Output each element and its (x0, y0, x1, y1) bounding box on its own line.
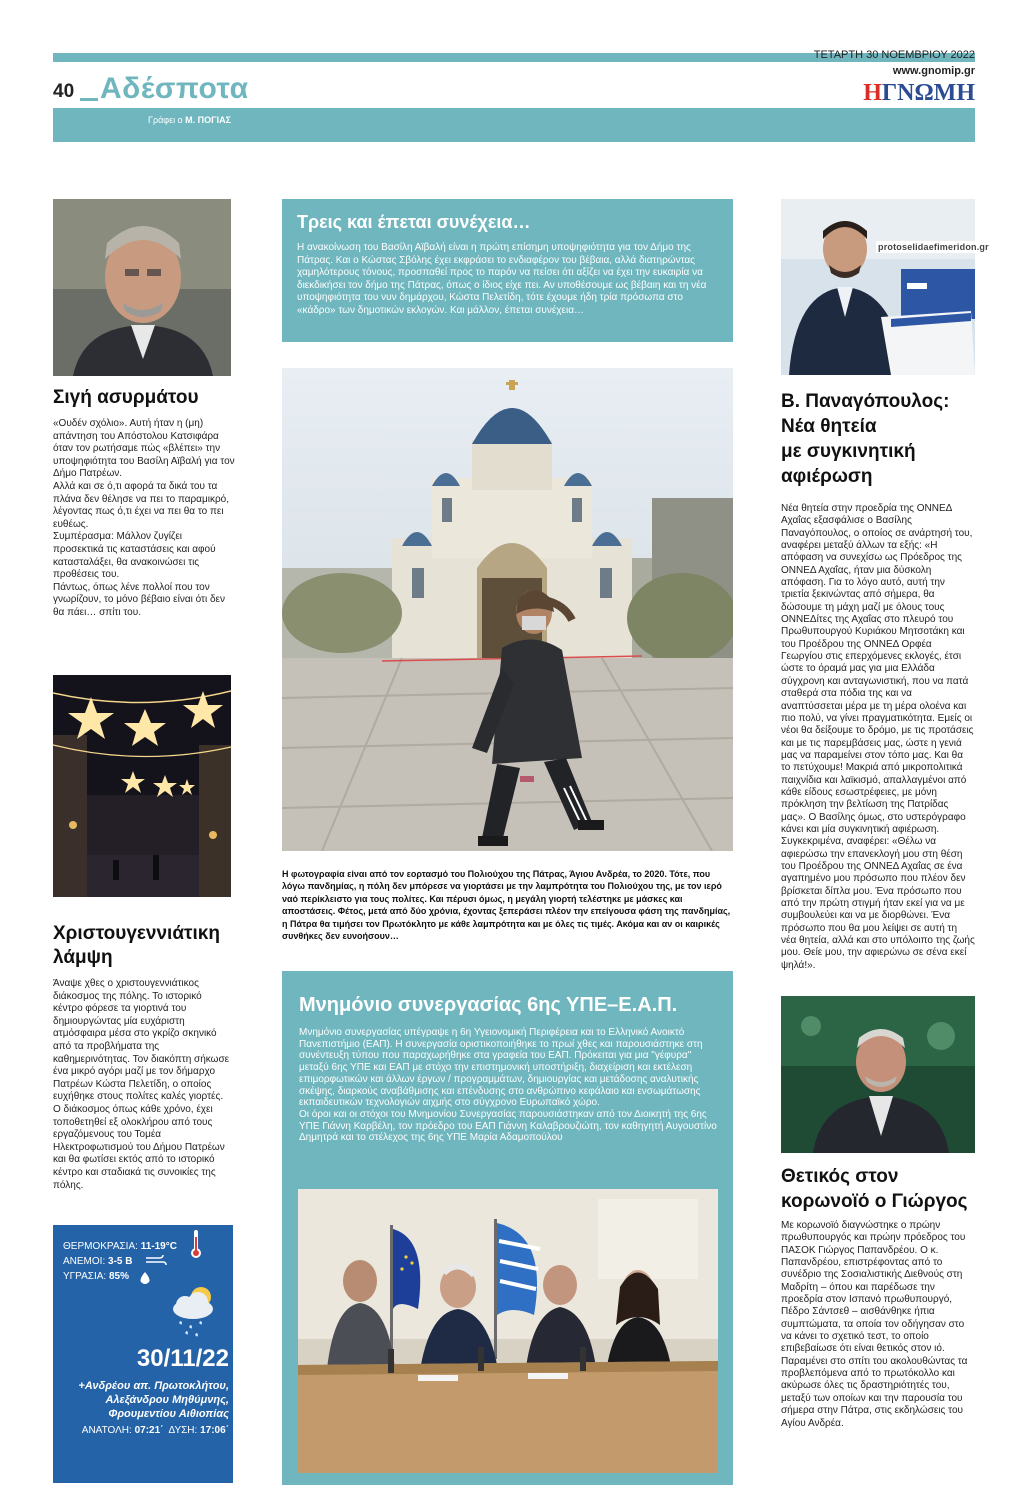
headline-line: Β. Παναγόπουλος: (781, 391, 950, 412)
sunrise-label: ΑΝΑΤΟΛΗ: (81, 1425, 132, 1436)
temp-unit: °C (165, 1241, 177, 1252)
author-name: Μ. ΠΟΓΙΑΣ (185, 115, 231, 125)
paragraph: «Ουδέν σχόλιο». Αυτή ήταν η (μη) απάντηση του Απόστολου Κατσιφάρα όταν τον ρωτήσαμε πώς «βλέπει» την υποψηφιότητα του Βασίλη Αϊβαλή για τον Δήμο Πατρέων. (53, 418, 235, 480)
sunset-value: 17:06΄ (200, 1425, 229, 1436)
signing-ceremony-photo (298, 1189, 718, 1473)
headline-line: αφιέρωση (781, 466, 873, 487)
portrait-photo-panagopoulos (781, 199, 975, 375)
paragraph: Μνημόνιο συνεργασίας υπέγραψε η 6η Υγειονομική Περιφέρεια και το Ελληνικό Ανοικτό Πανεπιστήμιο (ΕΑΠ). Η συνεργασία οριστικοποιήθηκε το πρωί χθες και παρουσιάστηκε στη συνέντευξη τύπου που παραχωρήθηκε στα γραφεία του ΕΑΠ. Πρόκειται για μια "γέφυρα" μεταξύ 6ης ΥΠΕ και ΕΑΠ με στόχο την επιστημονική υποστήριξη, διαχείριση και εκτέλεση επιμορφωτικών και άλλων έργων / προγραμμάτων, δημιουργίας και μετάδοσης αναλυτικής σκέψης, διαρκούς αναβάθμισης και επένδυσης στο ανθρώπινο κεφάλαιο και ενσωμάτωσης εκπαιδευτικών τεχνολογιών αιχμής στο σύγχρονο Ευρωπαϊκό χώρο. (299, 1027, 703, 1109)
wind-label: ΑΝΕΜΟΙ: (63, 1256, 106, 1267)
article-sigi-asyrmatou (53, 418, 235, 620)
temp-value: 11-19 (140, 1241, 166, 1252)
agios-andreas-church-photo (282, 368, 733, 851)
section-title: Αδέσποτα (100, 72, 249, 105)
weather-humidity (63, 1271, 129, 1283)
paragraph: Οι όροι και οι στόχοι του Μνημονίου Συνεργασίας παρουσιάστηκαν από τον Διοικητή της 6ης ΥΠΕ Γιάννη Καρβέλη, τον πρόεδρο του ΕΑΠ Γιάννη Καλαβρουζιώτη, τον καθηγητή Αυγουστίνο Δημητρά και το στέλεχος της 6ης ΥΠΕ Μαρία Αδαμοπούλου (299, 1108, 717, 1144)
box-title: Τρεις και έπεται συνέχεια… (297, 212, 531, 232)
box-body: Η ανακοίνωση του Βασίλη Αϊβαλή είναι η πρώτη επίσημη υποψηφιότητα για τον Δήμο της Πάτρας. Και ο Κώστας Σβόλης έχει εκφράσει το ενδιαφέρον του βέβαια, αλλά διατηρώντας χαμηλότερους τόνους, προσπαθεί προς το παρόν να πείσει ότι αξίζει να έχει την ευκαιρία να διεκδικήσει τον δήμο της Πάτρας, όπως ο ίδιος είχε πει. Αν υποθέσουμε ως βέβαιη και τη νέα υποψηφιότητα του νυν δημάρχου, Κώστα Πελετίδη, τότε έχουμε ήδη τρία πρόσωπα στο «κάδρο» των δημοτικών εκλογών. Και μάλλον, έπεται συνέχεια… (297, 242, 707, 316)
weather-temperature (63, 1241, 177, 1253)
headline-christmas-glow: Χριστουγεννιάτικη λάμψη (53, 923, 220, 968)
portrait-photo-katsifaras (53, 199, 231, 376)
author-byline (148, 114, 231, 126)
weather-wind (63, 1256, 132, 1268)
article-panagopoulos: Νέα θητεία στην προεδρία της ΟΝΝΕΔ Αχαΐας εξασφάλισε ο Βασίλης Παναγόπουλος, ο οποίος σε ανάρτησή του, αναφέρει μεταξύ άλλων τα εξής: «Η απόφαση να συνεχίσω ως Πρόεδρος της ΟΝΝΕΔ Αχαΐας, ήταν μια δύσκολη απόφαση. Για το λόγο αυτό, αυτή την τριετία ξεκινώντας από σήμερα, θα δώσουμε τη μάχη μαζί με όλους τους ΟΝΝΕΔίτες της Αχαΐας στο πλευρό του Πρωθυπουργού Κυριάκου Μητσοτάκη και του Προέδρου της ΟΝΝΕΔ Ορφέα Γεωργίου στις επερχόμενες εκλογές, έτσι ώστε το όραμά μας για μια Ελλάδα σύγχρονη και ανταγωνιστική, που να πατά σταθερά στα πόδια της και να αναπτύσσεται μέρα με τη μέρα ολοένα και πιο πολύ, να γίνει πραγματικότητα. Εμείς οι νέοι θα δείξουμε το δρόμο, με τις προτάσεις και με τις παρεμβάσεις μας, ώστε η γενιά μας να παραμείνει στον τόπο μας. Και θα το πετύχουμε! Μακριά από μικροπολιτικά παιχνίδια και λαϊκισμό, απαλλαγμένοι από κάθε είδους εσωστρέφειες, με μόνη πρόκληση την βελτίωση της Πατρίδας μας». Ο Βασίλης όμως, στο υστερόγραφο κάνει και μία συγκινητική αφιέρωση. Συγκεκριμένα, αναφέρει: «Θέλω να αφιερώσω την επανεκλογή μου στη θέση του Προέδρου της ΟΝΝΕΔ Αχαΐας σε ένα αγαπημένο μου πρόσωπο που πλέον δεν βρίσκεται δίπλα μου. Ένα πρόσωπο που από την πρώτη στιγμή ήταν εκεί για να με συμβουλεύει και να με διορθώνει. Ένα πρόσωπο που θα μου λείψει σε αυτή τη νέα θητεία, αλλά και στο υπόλοιπο της ζωής μου. Θείε μου, την αφιερώνω σε σένα εκεί ψηλά!». (781, 503, 975, 971)
headline-sigi-asyrmatou: Σιγή ασυρμάτου (53, 387, 199, 408)
humidity-label: ΥΓΡΑΣΙΑ: (63, 1271, 107, 1282)
paragraph: Αλλά και σε ό,τι αφορά τα δικά του τα πλάνα δεν θέλησε να πει το παραμικρό, λέγοντας πως ό,τι έχει να πει θα το πει ευθέως. (53, 480, 229, 530)
humidity-drop-icon (137, 1271, 153, 1285)
logo-prefix: Η (863, 80, 882, 106)
headline-papandreou (781, 1164, 975, 1214)
box-body (299, 1027, 719, 1144)
box-title: Μνημόνιο συνεργασίας 6ης ΥΠΕ–Ε.Α.Π. (299, 994, 678, 1016)
headline-line: Νέα θητεία (781, 416, 877, 437)
newspaper-logo[interactable] (760, 80, 975, 106)
paragraph: Συμπέρασμα: Μάλλον ζυγίζει προσεκτικά τις καταστάσεις και αφού κατασταλάξει, θα ανακοινώσει τις προθέσεις του. (53, 531, 216, 581)
sunset-label: ΔΥΣΗ: (168, 1425, 198, 1436)
headline-panagopoulos (781, 389, 975, 489)
thermometer-icon (190, 1229, 202, 1259)
humidity-value: 85% (108, 1271, 129, 1282)
sunrise-value: 07:21΄ (134, 1425, 164, 1436)
watermark-protoselida: protoselidaefimeridon.gr (878, 242, 989, 252)
christmas-lights-photo (53, 675, 231, 897)
article-papandreou: Με κορωνοϊό διαγνώστηκε ο πρώην πρωθυπουργός και πρώην πρόεδρος του ΠΑΣΟΚ Γιώργος Παπανδρέου. Ο κ. Παπανδρέου, επιστρέφοντας από το συνέδριο της Σοσιαλιστικής Διεθνούς στη Μαδρίτη – όπου και παρέδωσε την προεδρία στον Ισπανό πρωθυπουργό, Πέδρο Σάντσεθ – αισθάνθηκε ήπια συμπτώματα, τα οποία τον οδήγησαν στο να κάνει το σχετικό τεστ, το οποίο επιβεβαίωσε ότι είναι θετικός στον ιό. Παραμένει στο σπίτι του ακολουθώντας τα προβλεπόμενα από το πρωτόκολλο και ακύρωσε όλες τις δραστηριότητές του, μεταξύ των οποίων και την παρουσία του σήμερα στην Πάτρα, στις εκδηλώσεις του Αγίου Ανδρέα. (781, 1220, 968, 1429)
logo-main: ΓΝΩΜΗ (881, 80, 975, 106)
headline-line: κορωνοϊό ο Γιώργος (781, 1191, 968, 1212)
author-prefix: Γράφει ο (148, 115, 183, 125)
sun-times (53, 1425, 229, 1437)
temp-label: ΘΕΡΜΟΚΡΑΣΙΑ: (63, 1241, 138, 1252)
headline-line: Θετικός στον (781, 1166, 899, 1187)
section-dash (80, 98, 98, 101)
paragraph: Πάντως, όπως λένε πολλοί που τον γνωρίζουν, το μόνο βέβαιο είναι ότι δεν θα πάει… σπίτι του. (53, 581, 226, 618)
paragraph: Άναψε χθες ο χριστουγεννιάτικος διάκοσμος της πόλης. Το ιστορικό κέντρο φόρεσε τα γιορτινά του δημιουργώντας μία ευχάριστη ατμόσφαιρα μέσα στο γκρίζο σκηνικό από τα προβλήματα της καθημερινότητας. Τον διακόπτη σήκωσε ένα μικρό αγόρι μαζί με τον δήμαρχο Πατρέων Κώστα Πελετίδη, ο οποίος ευχήθηκε στους πολίτες καλές γιορτές. Ο διάκοσμος όπως κάθε χρόνο, έχει τοποθετηθεί εξ ολοκλήρου από τους εργαζόμενους του Τομέα Ηλεκτροφωτισμού του Δήμου Πατρέων και θα φωτίσει εκτός από το ιστορικό κέντρο και σταδιακά τις συνοικίες της πόλης. (53, 978, 230, 1191)
issue-date: ΤΕΤΑΡΤΗ 30 ΝΟΕΜΒΡΙΟΥ 2022 (813, 49, 975, 61)
weather-box (53, 1225, 233, 1483)
rain-cloud-icon (165, 1283, 221, 1339)
page-number: 40 (53, 81, 75, 102)
wind-value: 3-5 Β (108, 1256, 133, 1267)
portrait-photo-papandreou (781, 996, 975, 1153)
box-mnimonio-synergasias (282, 971, 733, 1485)
headline-line: με συγκινητική (781, 441, 916, 462)
name-day-saints: +Ανδρέου απ. Πρωτοκλήτου, Αλεξάνδρου Μηθύμνης, Φρουμεντίου Αιθιοπίας (78, 1380, 229, 1420)
wind-icon (145, 1254, 167, 1268)
weather-date: 30/11/22 (136, 1345, 229, 1372)
website-link[interactable]: www.gnomip.gr (892, 65, 975, 77)
church-photo-caption: Η φωτογραφία είναι από τον εορτασμό του Πολιούχου της Πάτρας, Άγιου Ανδρέα, το 2020. Τότε, που λόγω πανδημίας, η πόλη δεν μπόρεσε να γιορτάσει με την λαμπρότητα του Πολιούχου της, με τον ιερό ναό περίκλειστο για τους πολίτες. Και πέρυσι όμως, η μεγάλη γιορτή τελέστηκε με μάσκες και αποστάσεις. Φέτος, μετά από δύο χρόνια, έχοντας ξεπεράσει πλέον την επείγουσα φάση της πανδημίας, η Πάτρα θα τιμήσει τον Πρωτόκλητο με κάθε λαμπρότητα και με όλες τις τιμές. Ακόμα και αν οι καιρικές συνθήκες δεν ευνοήσουν… (282, 869, 731, 942)
article-christmas-glow (53, 978, 233, 1192)
box-treis-kai-epetai (282, 199, 733, 342)
